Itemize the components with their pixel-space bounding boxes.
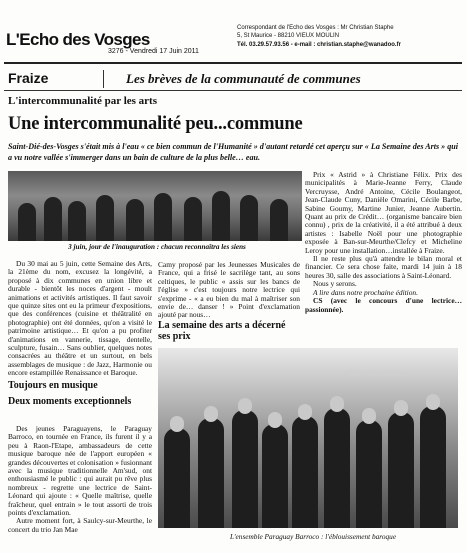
inauguration-photo (8, 171, 302, 241)
paragraph: CS (avec le concours d'une lectrice…passionnée). (305, 296, 462, 314)
paragraph: A lire dans notre prochaine édition. (313, 287, 418, 297)
column-3 (305, 171, 462, 314)
subhead-music: Toujours en musique (8, 380, 98, 391)
contact-line: 5, St Maurice - 88210 VIEUX MOULIN (237, 33, 340, 40)
column-2 (158, 261, 300, 320)
column-1-continued (8, 425, 152, 534)
inauguration-caption: 3 juin, jour de l'inauguration : chacun reconnaîtra les siens (68, 243, 246, 251)
paraguay-barroco-caption: L'ensemble Paraguay Barroco : l'éblouissement baroque (229, 532, 397, 541)
article-headline: Une intercommunalité peu...commune (8, 114, 303, 134)
column-1 (8, 260, 152, 378)
paragraph: Des jeunes Paraguayens, le Paraguay Barroco, en tournée en France, ils furent il y a peu à Raon-l'Etape, ambassadeurs de cette musique baroque née de l'apport européen « grandes découvertes et colonisation » fusionnant avec la musique traditionnelle Am'sud, ont enthousiasmé le public : qui aurait pu rêve plus nombreux - regrette une lectrice de Saint-Léonard qui ajoute : « Quelle maîtrise, quelle fraîcheur, quel entrain » le tout assorti de trois points d'exclamation. (8, 424, 152, 518)
paragraph: Prix « Astrid » à Christiane Félix. Prix des municipalités à Marie-Jeanne Ferry, Claude Vercruysse, André Antoine, Cécile Boulangeot, Jean-Claude Cuny, Danièle Omarini, Cécile Barbe, Sabine Goumy, Martine Junier, Jeanne Aubertin. Quant au prix de Crédit… (organisme bancaire bien connu) , prix de la créativité, il a été attribué à deux artistes : Isabelle Noël pour une photographie exposée à Ban-sur-Meurthe/Clefcy et Micheline Leroy pour une installation…installée à Fraize. (305, 170, 462, 255)
section-separator (103, 70, 104, 88)
subhead-prizes: La semaine des arts a décerné ses prix (158, 320, 286, 342)
paragraph: Il ne reste plus qu'à attendre le bilan moral et financier. Ce sera chose faite, mardi 14 juin à 18 heures 30, salle des associations à Saint-Léonard. (305, 254, 462, 280)
section-rule (4, 90, 462, 91)
subhead-moments: Deux moments exceptionnels (8, 396, 132, 407)
paragraph: Camy proposé par les Jeunesses Musicales de France, qui a frisé le sacrilège tant, au sons celtiques, le public « assis sur les bancs de l'église » c'est toujours notre lectrice qui s'exprime - « a eu bien du mal à maîtriser son envie de… danser ! » Point d'exclamation ajouté par nous… (158, 260, 300, 320)
article-kicker: L'intercommunalité par les arts (8, 95, 157, 107)
newspaper-logo: L'Echo des Vosges (6, 30, 150, 49)
article-lede: Saint-Dié-des-Vosges s'était mis à l'eau « ce bien commun de l'Humanité » d'autant retardé cet aperçu sur « La Semaine des Arts » qui a vu notre vallée s'immerger dans un bain de culture de la plus belle… eau. (8, 142, 459, 162)
section-name: Fraize (8, 70, 49, 86)
issue-line: 3276 - Vendredi 17 Juin 2011 (108, 48, 199, 55)
paragraph: Autre moment fort, à Saulcy-sur-Meurthe, le concert du trio Jan Mae (8, 516, 152, 534)
paragraph: Nous y serons. (313, 279, 357, 289)
photo-banner-text: Renaissance (348, 368, 409, 378)
contact-line: Tél. 03.29.57.93.56 - e-mail : christian.staphe@wanadoo.fr (237, 41, 401, 48)
section-tagline: Les brèves de la communauté de communes (126, 71, 361, 86)
masthead-rule (4, 62, 462, 64)
paraguay-barroco-photo (158, 348, 458, 528)
paragraph: Du 30 mai au 5 juin, cette Semaine des Arts, la 21ème du nom, excusez la longévité, a proposé à dix communes en union libre et durable - bientôt les noces d'argent - moult animations et activités artistiques. Il faut savoir que quinze sites ont eu la primeur d'expositions, que des conférences (cuisine et théâtralité en photographie) ont été données, qu'on a visité le patrimoine artistique… Et qu'on a pu profiter d'animations en vannerie, tissage, dentelle, sculpture, fusain… Sans oublier, quelques notes consacrées au théâtre et un surtout, en bels assemblages de musique : de Jazz, Harmonie ou encore estampillée Renaissance et Baroque. (8, 259, 152, 378)
correspondent-contact (237, 24, 463, 49)
contact-line: Correspondant de l'Echo des Vosges : Mr Christian Staphe (237, 25, 394, 31)
